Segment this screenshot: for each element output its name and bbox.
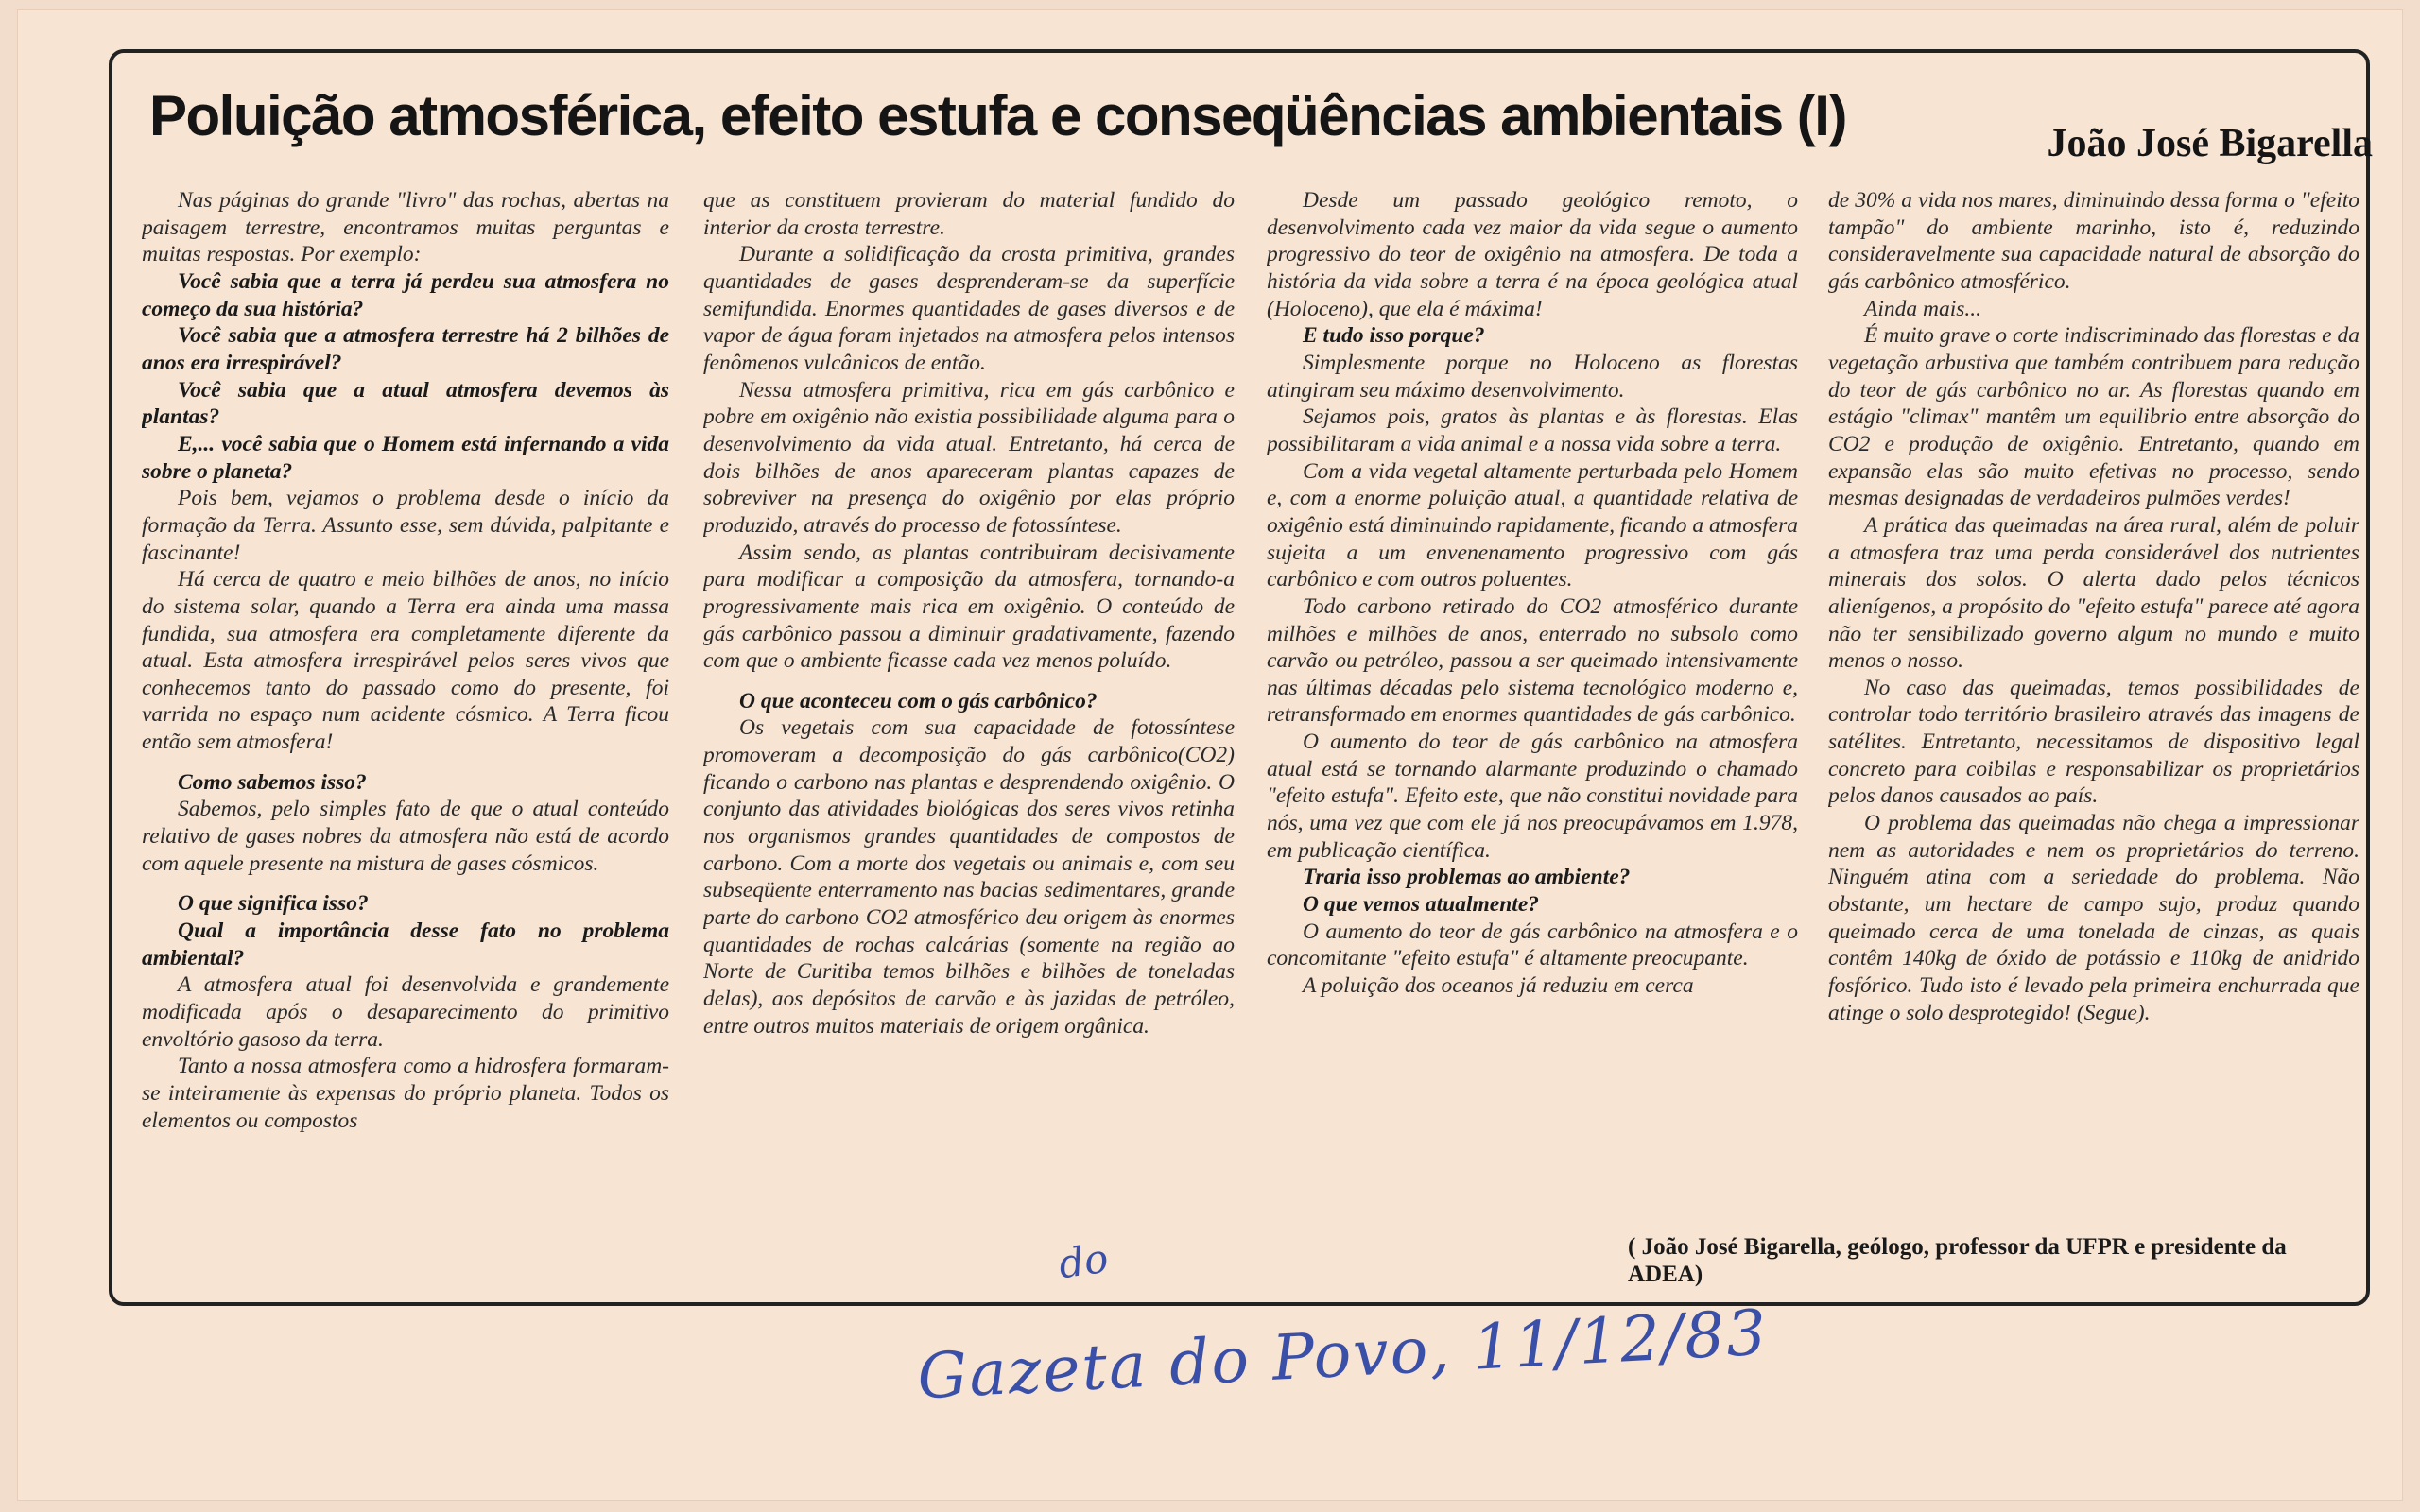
article-subheading: O que significa isso? [178, 891, 369, 917]
article-paragraph: Com a vida vegetal altamente perturbada pelo Homem e, com a enorme poluição atual, a quantidade relativa de oxigênio está diminuindo rapidamente, ficando a atmosfera sujeita a um envenenamento progressivo com gás carbônico e com outros poluentes. [1267, 458, 1798, 593]
article-subheading: E,... você sabia que o Homem está infernando a vida sobre o planeta? [142, 431, 669, 484]
article-column-2 [703, 187, 1235, 1219]
article-paragraph: A prática das queimadas na área rural, além de poluir a atmosfera traz uma perda considerável dos nutrientes minerais dos solos. O alerta dado pelos técnicos alienígenos, a propósito do "efeito estufa" parece até agora não ter sensibilizado governo algum no mundo e muito menos o nosso. [1828, 512, 2360, 674]
article-paragraph: Nessa atmosfera primitiva, rica em gás carbônico e pobre em oxigênio não existia possibilidade alguma para o desenvolvimento da vida atual. Entretanto, há cerca de dois bilhões de anos apareceram plantas capazes de sobreviver na presença do oxigênio por elas próprio produzido, através do processo de fotossíntese. [703, 377, 1235, 538]
article-subheading: O que aconteceu com o gás carbônico? [739, 688, 1098, 713]
article-subheading: O que vemos atualmente? [1303, 892, 1539, 918]
article-subheading: Qual a importância desse fato no problema ambiental? [142, 919, 669, 971]
handwritten-initials: do [1055, 1234, 1112, 1288]
article-subheading: Você sabia que a terra já perdeu sua atmosfera no começo da sua história? [142, 268, 669, 321]
article-headline: Poluição atmosférica, efeito estufa e conseqüências ambientais (I) [149, 84, 1846, 147]
article-paragraph: É muito grave o corte indiscriminado das florestas e da vegetação arbustiva que também contribuem para redução do teor de gás carbônico no ar. As florestas quando em estágio "climax" mantêm um equilibrio entre absorção do CO2 e produção de oxigênio. Entretanto, quando em expansão elas são muito efetivas no processo, sendo mesmas designadas de verdadeiros pulmões verdes! [1828, 323, 2360, 511]
article-paragraph: Tanto a nossa atmosfera como a hidrosfera formaram-se inteiramente às expensas do próprio planeta. Todos os elementos ou compostos [142, 1054, 669, 1133]
article-paragraph: Assim sendo, as plantas contribuiram decisivamente para modificar a composição da atmosfera, tornando-a progressivamente mais rica em oxigênio. O conteúdo de gás carbônico passou a diminuir gradativamente, fazendo com que o ambiente ficasse cada vez menos poluído. [703, 540, 1235, 674]
article-paragraph: Ainda mais... [1864, 296, 1982, 321]
article-author: João José Bigarella [2047, 122, 2373, 165]
article-column-3 [1267, 187, 1798, 1219]
article-paragraph: Simplesmente porque no Holoceno as florestas atingiram seu máximo desenvolvimento. [1267, 350, 1798, 403]
article-paragraph: Os vegetais com sua capacidade de fotossíntese promoveram a decomposição do gás carbônico(CO2) ficando o carbono nas plantas e desprendendo oxigênio. O conjunto das atividades biológicas dos seres vivos retinha nos organismos grandes quantidades de compostos de carbono. Com a morte dos vegetais ou animais e, com seu subseqüente enterramento nas bacias sedimentares, grande parte do carbono CO2 atmosférico deu origem às enormes quantidades de rochas calcárias (somente na região ao Norte de Curitiba temos bilhões e bilhões de toneladas delas), aos depósitos de carvão e às jazidas de petróleo, entre outros muitos materiais de origem orgânica. [703, 715, 1235, 1039]
article-column-1 [142, 187, 669, 1219]
article-column-4 [1828, 187, 2360, 1219]
article-paragraph: de 30% a vida nos mares, diminuindo dessa forma o "efeito tampão" do ambiente marinho, isto é, reduzindo consideravelmente sua capacidade natural de absorção do gás carbônico atmosférico. [1828, 188, 2360, 294]
handwritten-source-note: Gazeta do Povo, 11/12/83 [915, 1296, 1770, 1414]
article-paragraph: Sabemos, pelo simples fato de que o atual conteúdo relativo de gases nobres da atmosfera não está de acordo com aquele presente na mistura de gases cósmicos. [142, 797, 669, 876]
article-paragraph: que as constituem provieram do material fundido do interior da crosta terrestre. [703, 188, 1235, 240]
article-subheading: Você sabia que a atual atmosfera devemos às plantas? [142, 377, 669, 430]
article-paragraph: O aumento do teor de gás carbônico na atmosfera atual está se tornando alarmante produzindo o chamado "efeito estufa". Efeito este, que não constitui novidade para nós, uma vez que com ele já nos preocupávamos em 1.978, em publicação científica. [1267, 730, 1798, 863]
article-paragraph: O aumento do teor de gás carbônico na atmosfera e o concomitante "efeito estufa" é altamente preocupante. [1267, 919, 1798, 971]
article-paragraph: Há cerca de quatro e meio bilhões de anos, no início do sistema solar, quando a Terra era ainda uma massa fundida, sua atmosfera era completamente diferente da atual. Esta atmosfera irrespirável pelos seres vivos que conhecemos tanto do passado como do presente, foi varrida no espaço num acidente cósmico. A Terra ficou então sem atmosfera! [142, 567, 669, 755]
author-credit: ( João José Bigarella, geólogo, professor da UFPR e presidente da ADEA) [1628, 1234, 2287, 1287]
article-paragraph: Nas páginas do grande "livro" das rochas, abertas na paisagem terrestre, encontramos muitas perguntas e muitas respostas. Por exemplo: [142, 188, 669, 267]
article-paragraph: Sejamos pois, gratos às plantas e às florestas. Elas possibilitaram a vida animal e a nossa vida sobre a terra. [1267, 404, 1798, 456]
article-paragraph: Todo carbono retirado do CO2 atmosférico durante milhões e milhões de anos, enterrado no subsolo como carvão ou petróleo, passou a ser queimado intensivamente nas últimas décadas pelo sistema tecnológico moderno e, retransformado em enormes quantidades de gás carbônico. [1267, 593, 1798, 728]
article-paragraph: Durante a solidificação da crosta primitiva, grandes quantidades de gases desprenderam-se da superfície semifundida. Enormes quantidades de gases diversos e de vapor de água foram injetados na atmosfera pelos intensos fenômenos vulcânicos de então. [703, 242, 1235, 375]
article-subheading: E tudo isso porque? [1303, 323, 1485, 349]
article-paragraph: No caso das queimadas, temos possibilidades de controlar todo território brasileiro através das imagens de satélites. Entretanto, necessitamos de dispositivo legal concreto para coibilas e responsabilizar os proprietários pelos danos causados ao país. [1828, 675, 2360, 809]
article-paragraph: Pois bem, vejamos o problema desde o início da formação da Terra. Assunto esse, sem dúvida, palpitante e fascinante! [142, 486, 669, 565]
article-paragraph: A atmosfera atual foi desenvolvida e grandemente modificada após o desaparecimento do primitivo envoltório gasoso da terra. [142, 972, 669, 1052]
article-paragraph: A poluição dos oceanos já reduziu em cerca [1303, 973, 1694, 999]
article-subheading: Traria isso problemas ao ambiente? [1303, 865, 1631, 890]
article-paragraph: Desde um passado geológico remoto, o desenvolvimento cada vez maior da vida segue o aumento progressivo do teor de oxigênio na atmosfera. De toda a história da vida sobre a terra é na época geológica atual (Holoceno), que ela é máxima! [1267, 188, 1798, 321]
article-subheading: Como sabemos isso? [178, 769, 367, 795]
article-paragraph: O problema das queimadas não chega a impressionar nem as autoridades e nem os proprietários do terreno. Ninguém atina com a seriedade do problema. Não obstante, um hectare de campo sujo, produz quando queimado cerca de uma tonelada de cinzas, as quais contêm 140kg de óxido de potássio e 110kg de anidrido fosfórico. Tudo isto é levado pela primeira enchurrada que atinge o solo desprotegido! (Segue). [1828, 811, 2360, 1025]
article-subheading: Você sabia que a atmosfera terrestre há 2 bilhões de anos era irrespirável? [142, 323, 669, 375]
